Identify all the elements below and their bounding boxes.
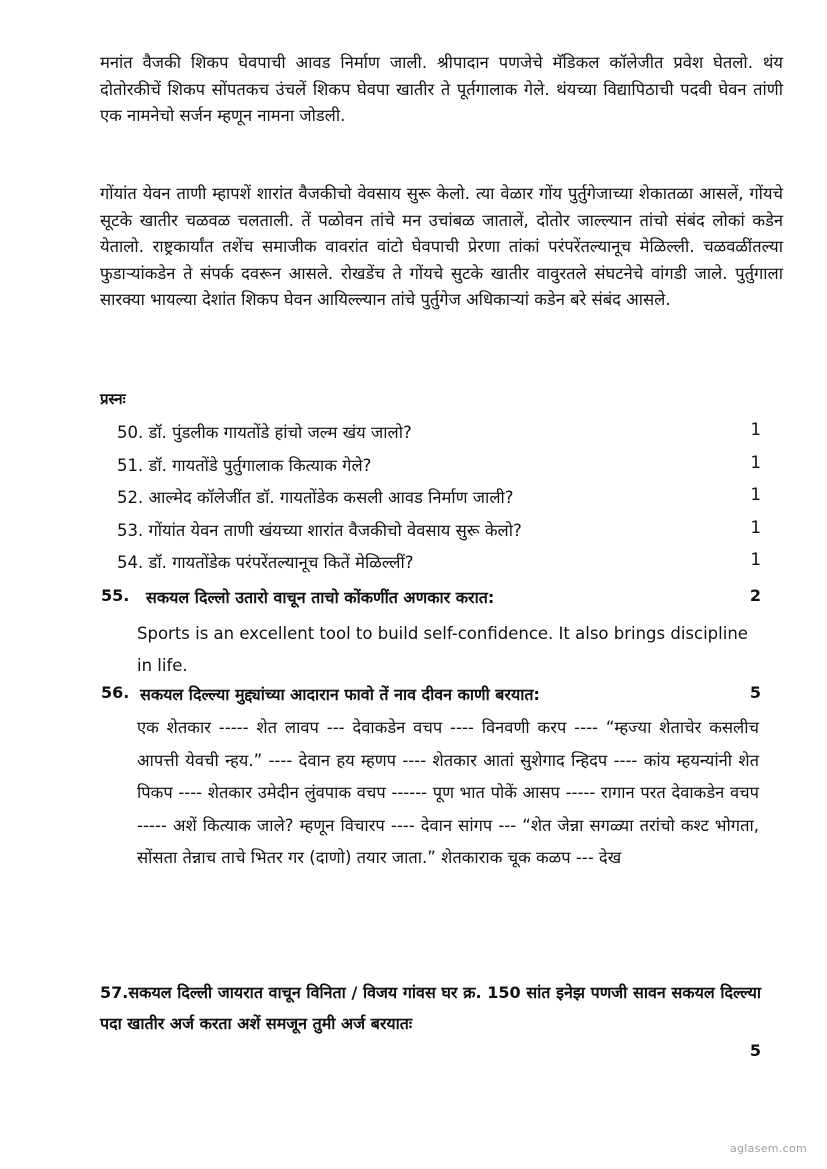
question-56-title: सकयल दिल्ल्या मुद्द्यांच्या आदारान फावो तें नाव दीवन काणी बरयात: [140,685,540,704]
question-list [0,420,827,583]
question-text: 52. आल्मेद कॉलेजींत डॉ. गायतोंडेक कसली आवड निर्माण जाली? [117,488,514,507]
question-marks: 1 [750,452,761,472]
question-marks: 1 [750,420,761,439]
question-55-passage: Sports is an excellent tool to build self-confidence. It also brings discipline in life. [137,624,748,675]
question-text: 54. डॉ. गायतोंडेक परंपरेंतल्यानूच कितें मेळिल्लीं? [117,553,414,572]
question-item [0,420,827,453]
question-marks: 1 [750,550,761,569]
passage-paragraph-2: गोंयांत येवन ताणी म्हापशें शारांत वैजकीचो वेवसाय सुरू केलो. त्या वेळार गोंय पुर्तुगेजाच्या शेकातळा आसलें, गोंयचे सूटके खातीर चळवळ चलताली. तें पळोवन तांचे मन उचांबळ जातालें, दोतोर जाल्ल्यान तांचो संबंद लोकां कडेन येतालो. राष्ट्रकार्यांत तशेंच समाजीक वावरांत वांटो घेवपाची प्रेरणा तांकां परंपरेंतल्यानूच मेळिल्ली. चळवळींतल्या फुडाऱ्यांकडेन ते संपर्क दवरून आसले. रोखडेंच ते गोंयचे सुटके खातीर वावुरतले संघटनेचे वांगडी जाले. पुर्तुगाला सारक्या भायल्या देशांत शिकप घेवन आयिल्ल्यान तांचे पुर्तुगेज अधिकाऱ्यां कडेन बरे संबंद आसले. [100,184,783,309]
question-55 [0,586,827,675]
question-55-header [0,586,827,616]
questions-heading: प्रस्नः [100,390,126,408]
question-marks: 1 [750,517,761,537]
question-55-number: 55. [101,586,130,605]
question-item [0,550,827,583]
question-56-outline: एक शेतकार ----- शेत लावप --- देवाकडेन वचप ---- विनवणी करप ---- “म्हज्या शेताचेर कसलीच आपत्ती येवची न्हय.” ---- देवान हय म्हणप ---- शेतकार आतां सुशेगाद न्हिदप ---- कांय म्हयन्यांनी शेत पिकप ---- शेतकार उमेदीन लुंवपाक वचप ------ पूण भात पोकें आसप ----- रागान परत देवाकडेन वचप ----- अशें कित्याक जाले? म्हणून विचारप ---- देवान सांगप --- “शेत जेन्ना सगळ्या तरांचो कश्ट भोगता, सोंसता तेन्नाच ताचे भितर गर (दाणो) तयार जाता.” शेतकाराक चूक कळप --- देख [137,718,759,867]
question-56 [0,683,827,867]
watermark: aglasem.com [729,1142,807,1155]
question-56-number: 56. [101,683,130,702]
question-item [0,453,827,486]
question-55-title: सकयल दिल्लो उतारो वाचून ताचो कोंकणींत अणकार करात: [146,588,495,607]
question-56-marks: 5 [749,683,761,702]
question-item [0,518,827,551]
question-item [0,485,827,518]
question-57-text: 57.सकयल दिल्ली जायरात वाचून विनिता / विजय गांवस घर क्र. 150 सांत इनेझ पणजी सावन सकयल दिल्ल्या पदा खातीर अर्ज करता अशें समजून तुमी अर्ज बरयातः [100,983,761,1033]
question-text: 51. डॉ. गायतोंडे पुर्तुगालाक कित्याक गेले? [117,455,372,475]
question-text: 53. गोंयांत येवन ताणी खंयच्या शारांत वैजकीचो वेवसाय सुरू केलो? [117,520,522,540]
question-55-marks: 2 [749,586,761,605]
question-56-header [0,683,827,713]
question-57-marks: 5 [749,1041,761,1060]
passage-paragraph-1: मनांत वैजकी शिकप घेवपाची आवड निर्माण जाली. श्रीपादान पणजेचे मॅडिकल कॉलेजीत प्रवेश घेतलो. थंय दोतोरकीचें शिकप सोंपतकच उंचलें शिकप घेवपा खातीर ते पूर्तगालाक गेले. थंयच्या विद्यापिठाची पदवी घेवन तांणी एक नामनेचो सर्जन म्हणून नामना जोडली. [100,53,783,125]
question-text: 50. डॉ. पुंडलीक गायतोंडे हांचो जल्म खंय जालो? [117,423,412,442]
question-marks: 1 [750,485,761,504]
